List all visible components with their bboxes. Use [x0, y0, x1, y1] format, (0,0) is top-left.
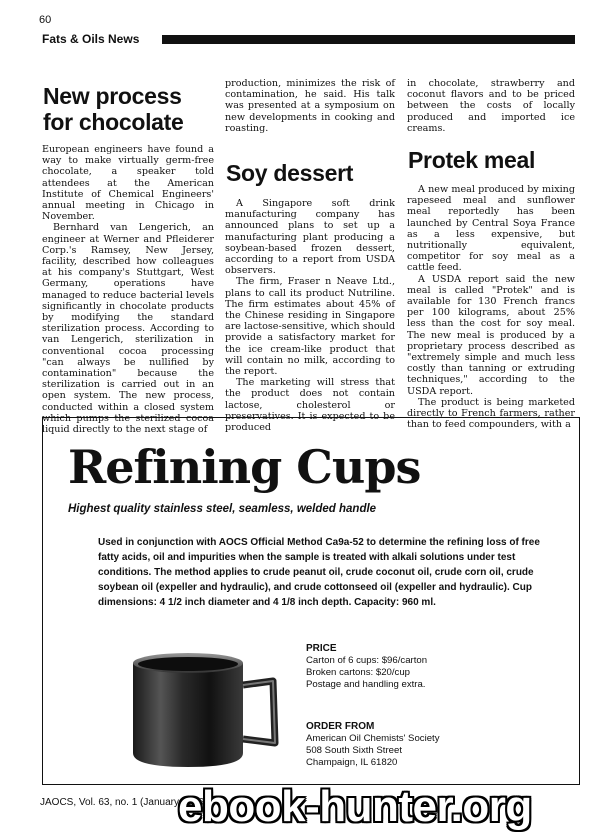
protek-paragraph-1: A new meal produced by mixing rapeseed meal and sunflower meal reportedly has been launched by Central Soya France as a less expensive, but nutritionally equivalent, competitor for soy meal as a cattle feed.	[407, 184, 575, 274]
protek-headline: Protek meal	[408, 147, 536, 173]
soy-article-body	[225, 198, 395, 433]
price-heading: PRICE	[306, 643, 337, 654]
section-header	[42, 32, 575, 47]
soy-paragraph-1: A Singapore soft drink manufacturing company has announced plans to set up a manufacturing plant producing a soybean-based frozen dessert, according to a report from USDA observers.	[225, 198, 395, 277]
price-line: Broken cartons: $20/cup	[306, 667, 410, 678]
ad-description: Used in conjunction with AOCS Official Method Ca9a-52 to determine the refining loss of free fatty acids, oil and impurities when the sample is treated with alkali solutions under test conditions. The method applies to crude peanut oil, crude coconut oil, crude corn oil, crude soybean oil (expeller and hydraulic), and crude cottonseed oil (expeller and hydraulic). Cup dimensions: 4 1/2 inch diameter and 4 1/8 inch depth. Capacity: 960 ml.	[98, 537, 540, 608]
order-address-line: Champaign, IL 61820	[306, 757, 398, 768]
refining-cup-image	[123, 643, 293, 773]
ad-title: Refining Cups	[68, 440, 421, 494]
page-number: 60	[39, 14, 52, 26]
section-rule	[162, 35, 575, 44]
soy-paragraph-2: The firm, Fraser n Neave Ltd., plans to call its product Nutriline. The firm estimates about 45% of the Chinese residing in Singapore are lactose-sensitive, which should provide a satisfactory market for the ice cream-like product that will contain no milk, according to the report.	[225, 276, 395, 378]
ad-order-block	[306, 721, 526, 769]
ad-price-block	[306, 643, 526, 691]
order-address-line: American Oil Chemists' Society	[306, 733, 440, 744]
order-address-line: 508 South Sixth Street	[306, 745, 402, 756]
chocolate-article-body	[42, 144, 214, 435]
soy-paragraph-3: The marketing will stress that the product does not contain lactose, cholesterol or preservatives. It is expected to be produced	[225, 377, 395, 434]
chocolate-continued-text: production, minimizes the risk of contamination, he said. His talk was presented at a symposium on new developments in cooking and roasting.	[225, 78, 395, 134]
refining-cups-ad	[42, 417, 580, 785]
price-line: Postage and handling extra.	[306, 679, 426, 690]
protek-paragraph-2: A USDA report said the new meal is called "Protek" and is available for 130 French francs per 100 kilograms, about 25% less than the cost for soy meal. The new meal is produced by a proprietary process described as "extremely simple and much less costly than tanning or extruding techniques," according to the USDA report.	[407, 273, 575, 397]
watermark: ebook-hunter.org	[178, 782, 532, 831]
soy-article-continuation	[407, 78, 575, 134]
soy-continued-text: in chocolate, strawberry and coconut flavors and to be priced between the costs of locally produced and imported ice creams.	[407, 78, 575, 134]
order-heading: ORDER FROM	[306, 721, 375, 732]
chocolate-paragraph-1: European engineers have found a way to make virtually germ-free chocolate, a speaker told attendees at the American Institute of Chemical Engineers' annual meeting in Chicago in November.	[42, 144, 214, 223]
section-title: Fats & Oils News	[42, 32, 140, 46]
protek-paragraph-3: The product is being marketed directly to French farmers, rather than to feed compounders, with a	[407, 396, 575, 431]
chocolate-paragraph-2: Bernhard van Lengerich, an engineer at Werner and Pfleiderer Corp.'s Ramsey, New Jersey, facility, described how colleagues at his company's Stuttgart, West Germany, operations have managed to reduce bacterial levels significantly in chocolate products by modifying the standard sterilization process. According to van Lengerich, sterilization in conventional cocoa processing "can always be nullified by contamination" because the sterilization is carried out in an open system. The new process, conducted within a closed system which pumps the sterilized cocoa liquid directly to the next stage of	[42, 222, 214, 436]
protek-article-body	[407, 184, 575, 430]
ad-subtitle: Highest quality stainless steel, seamless, welded handle	[68, 503, 377, 515]
chocolate-headline: New process for chocolate	[43, 83, 184, 135]
chocolate-article-continuation	[225, 78, 395, 134]
journal-citation: JAOCS, Vol. 63, no. 1 (January 1986)	[40, 797, 208, 808]
price-line: Carton of 6 cups: $96/carton	[306, 655, 428, 666]
soy-headline: Soy dessert	[226, 160, 354, 186]
